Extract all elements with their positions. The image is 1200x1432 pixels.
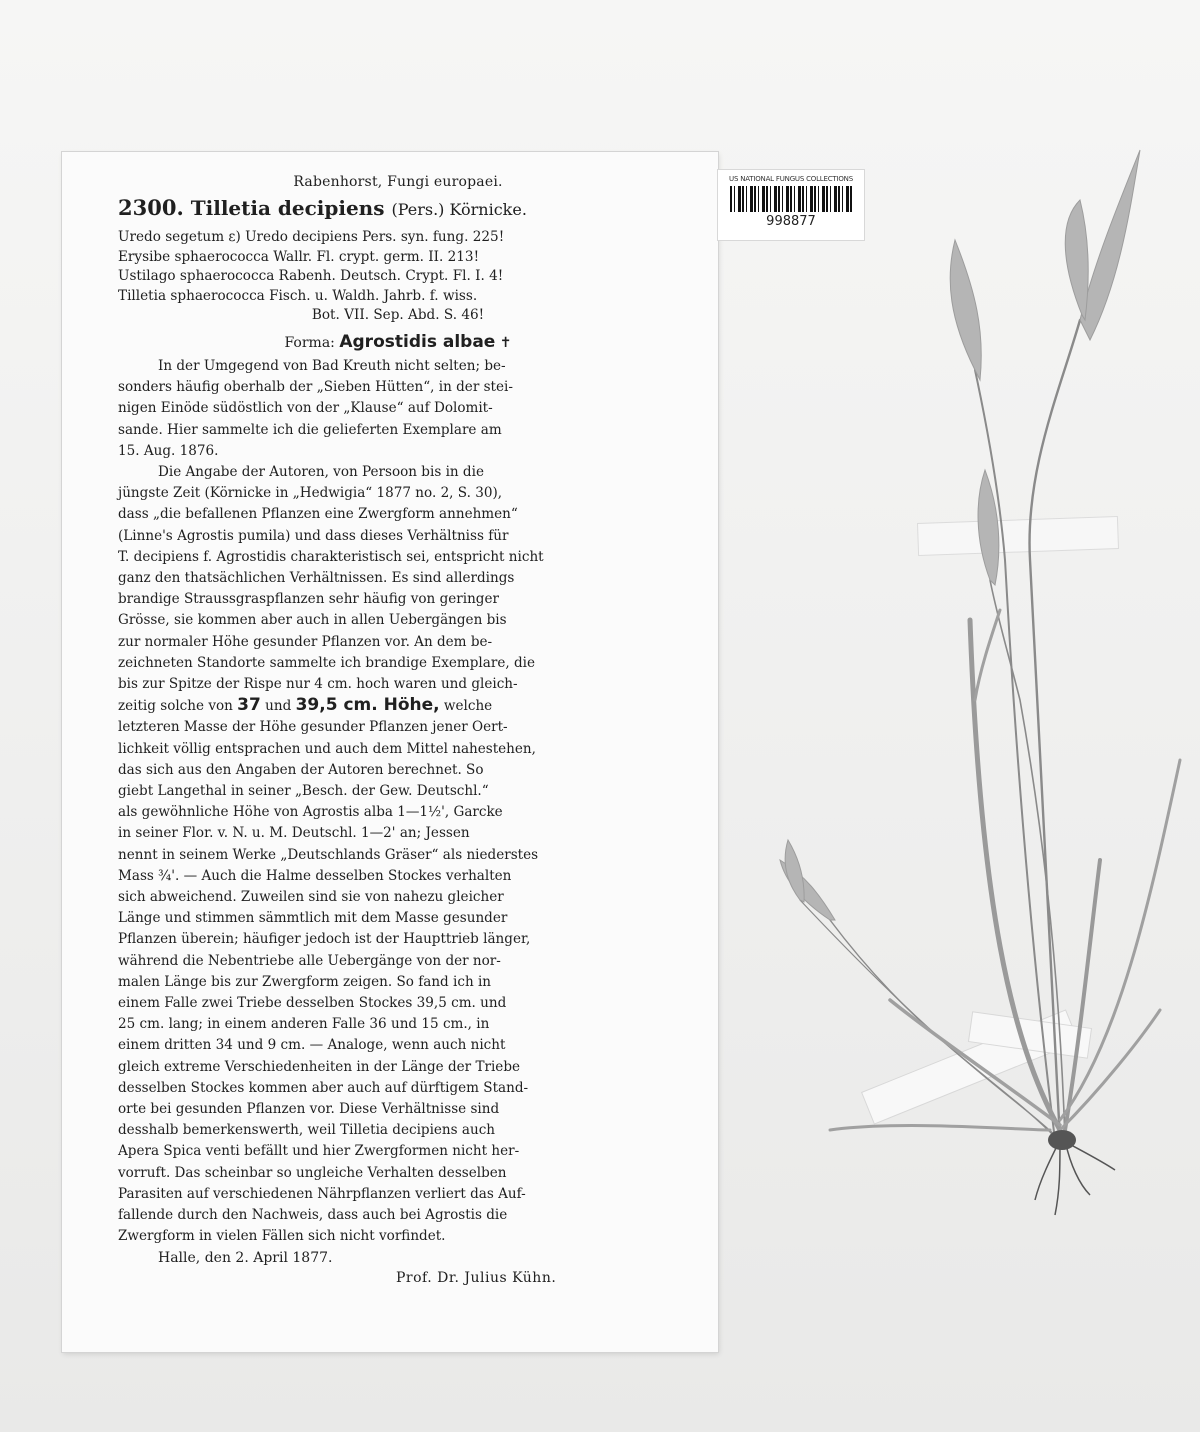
text-line: 15. Aug. 1876. [118,442,219,459]
signature: Prof. Dr. Julius Kühn. [396,1269,557,1286]
text-line: fallende durch den Nachweis, dass auch bei Agrostis die [118,1207,508,1224]
text-line: sich abweichend. Zuweilen sind sie von nahezu gleicher [118,889,504,906]
height-value-2: 39,5 cm. Höhe, [295,695,440,716]
discussion-text [118,462,678,1248]
panicle [785,840,804,902]
forma-name: Agrostidis albae [339,331,496,352]
synonym-list [118,228,678,326]
synonym-line: Tilletia sphaerococca Fisch. u. Waldh. Jahrb. f. wiss. [118,287,478,304]
text-line: gleich extreme Verschiedenheiten in der Länge der Triebe [118,1058,521,1075]
synonym-line: Bot. VII. Sep. Abd. S. 46! [311,307,485,324]
synonym-line: Erysibe sphaerococca Wallr. Fl. crypt. germ. II. 213! [118,248,480,265]
text-line: in seiner Flor. v. N. u. M. Deutschl. 1—2' an; Jessen [118,825,470,842]
text-line: nigen Einöde südöstlich von der „Klause“ auf Dolomit- [118,400,493,417]
height-value-1: 37 [237,695,261,716]
leaf-blade [1065,860,1100,1130]
root-crown [1048,1130,1076,1150]
text-line: nennt in seinem Werke „Deutschlands Gräser“ als niederstes [118,846,539,863]
height-post: welche [439,698,493,715]
text-line: einem Falle zwei Triebe desselben Stockes 39,5 cm. und [118,995,507,1012]
height-mid: und [260,698,296,715]
text-line: vorruft. Das scheinbar so ungleiche Verhalten desselben [118,1164,507,1181]
text-line: Mass ¾'. — Auch die Halme desselben Stockes verhalten [118,867,512,884]
panicle [1065,200,1088,320]
height-pre: zeitig solche von [118,698,238,715]
root-mass [1035,1140,1115,1215]
barcode-number: 998877 [766,214,816,229]
series-title: Rabenhorst, Fungi europaei. [293,174,503,190]
text-line: sande. Hier sammelte ich die gelieferten Exemplare am [118,421,502,438]
text-line: T. decipiens f. Agrostidis charakteristisch sei, entspricht nicht [118,548,544,565]
text-line: einem dritten 34 und 9 cm. — Analoge, wenn auch nicht [118,1037,506,1054]
text-line: Pflanzen überein; häufiger jedoch ist der Haupttrieb länger, [118,931,531,948]
collection-note [118,356,678,462]
text-line: lichkeit völlig entsprachen und auch dem Mittel nahestehen, [118,740,536,757]
exsiccata-number: 2300. [118,195,184,220]
text-line: zeichneten Standorte sammelte ich brandige Exemplare, die [118,654,535,671]
text-line: dass „die befallenen Pflanzen eine Zwergform annehmen“ [118,506,518,523]
dateline: Halle, den 2. April 1877. [158,1249,333,1266]
synonym-line: Ustilago sphaerococca Rabenh. Deutsch. Crypt. Fl. I. 4! [118,268,504,285]
text-line: jüngste Zeit (Körnicke in „Hedwigia“ 1877 no. 2, S. 30), [118,485,503,502]
text-line: das sich aus den Angaben der Autoren berechnet. So [118,761,484,778]
text-line: In der Umgegend von Bad Kreuth nicht selten; be- [158,357,506,374]
text-line: orte bei gesunden Pflanzen vor. Diese Verhältnisse sind [118,1101,500,1118]
grass-specimen [760,140,1200,1400]
text-line: brandige Straussgraspflanzen sehr häufig von geringer [118,591,499,608]
text-line: 25 cm. lang; in einem anderen Falle 36 und 15 cm., in [118,1016,490,1033]
text-line: bis zur Spitze der Rispe nur 4 cm. hoch waren und gleich- [118,676,518,693]
height-line [118,695,678,717]
collection-name: US NATIONAL FUNGUS COLLECTIONS [729,175,853,183]
mounting-tape [918,517,1119,556]
forma-prefix: Forma: [284,334,335,351]
text-line: sonders häufig oberhalb der „Sieben Hütten“, in der stei- [118,379,513,396]
text-line: Parasiten auf verschiedenen Nährpflanzen verliert das Auf- [118,1185,526,1202]
text-line: giebt Langethal in seiner „Besch. der Gew. Deutschl.“ [118,783,489,800]
text-line: Länge und stimmen sämmtlich mit dem Masse gesunder [118,910,508,927]
leaf-blade [975,610,1000,700]
text-line: während die Nebentriebe alle Uebergänge von der nor- [118,952,501,969]
text-line: Zwergform in vielen Fällen sich nicht vorfindet. [118,1228,446,1245]
text-line: (Linne's Agrostis pumila) und dass dieses Verhältniss für [118,527,509,544]
text-line: Grösse, sie kommen aber auch in allen Uebergängen bis [118,612,507,629]
panicle [950,240,981,380]
text-line: als gewöhnliche Höhe von Agrostis alba 1—1½', Garcke [118,804,503,821]
text-line: malen Länge bis zur Zwergform zeigen. So fand ich in [118,973,492,990]
text-line: desselben Stockes kommen aber auch auf dürftigem Stand- [118,1079,529,1096]
synonym-line: Uredo segetum ε) Uredo decipiens Pers. syn. fung. 225! [118,229,505,245]
text-line: letzteren Masse der Höhe gesunder Pflanzen jener Oert- [118,719,508,736]
species-title [118,196,678,222]
species-authority: (Pers.) Körnicke. [391,200,527,219]
text-line: Die Angabe der Autoren, von Persoon bis in die [158,463,484,480]
species-name: Tilletia decipiens [190,196,385,220]
leaf-blade [1060,760,1180,1120]
culm [1030,320,1080,1140]
leaf-blade [830,1126,1050,1130]
panicle [1080,150,1140,340]
text-line: ganz den thatsächlichen Verhältnissen. Es sind allerdings [118,570,515,586]
printed-label [62,152,718,1352]
text-line: desshalb bemerkenswerth, weil Tilletia decipiens auch [118,1122,496,1139]
forma-line [118,332,678,352]
text-line: zur normaler Höhe gesunder Pflanzen vor. An dem be- [118,633,493,650]
forma-mark: ✝ [499,334,512,351]
text-line: Apera Spica venti befällt und hier Zwergformen nicht her- [118,1143,520,1160]
